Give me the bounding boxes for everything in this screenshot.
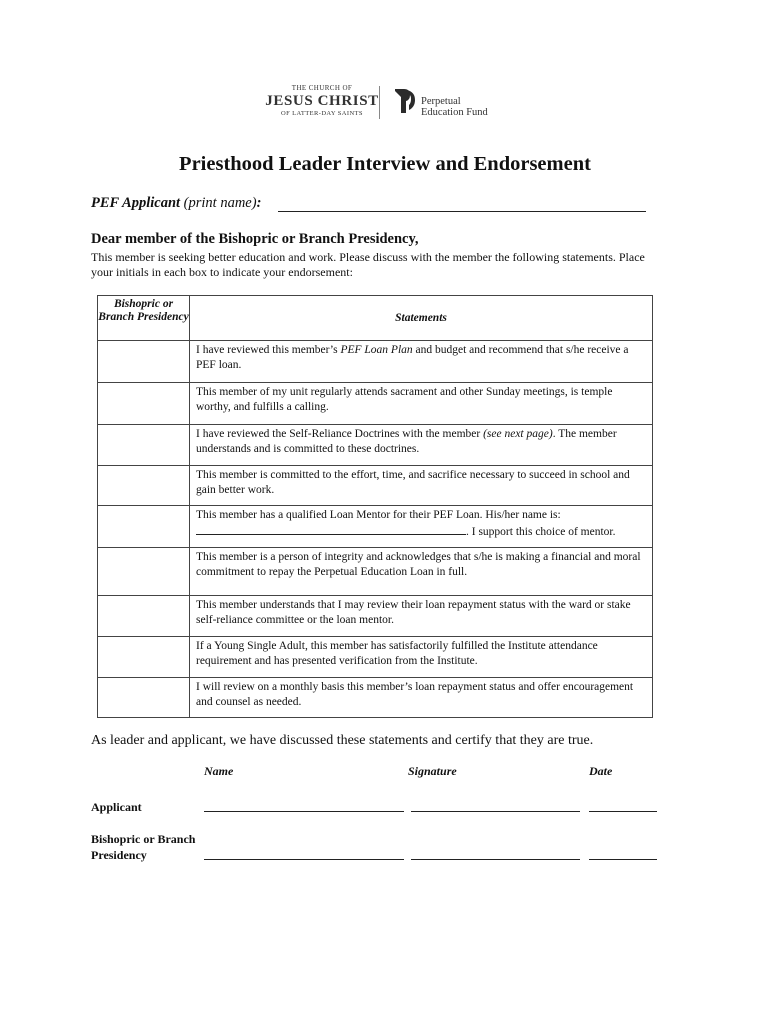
certify-statement: As leader and applicant, we have discussed these statements and certify that they are true. (91, 733, 594, 748)
statements-table (97, 295, 653, 718)
logo-divider (379, 86, 380, 119)
church-logo-line3: OF LATTER-DAY SAINTS (281, 110, 363, 117)
table-row (98, 383, 653, 425)
greeting: Dear member of the Bishopric or Branch Presidency, (91, 231, 419, 247)
pef-logo-text (421, 96, 488, 118)
pef-logo-icon (393, 87, 417, 115)
page-title: Priesthood Leader Interview and Endorsement (179, 153, 591, 175)
table-row (98, 678, 653, 718)
table-row (98, 506, 653, 548)
initials-box[interactable] (98, 548, 190, 596)
applicant-row-label: Applicant (91, 800, 142, 814)
table-row (98, 596, 653, 637)
initials-box[interactable] (98, 596, 190, 637)
leader-row-label (91, 831, 195, 863)
initials-box[interactable] (98, 466, 190, 506)
date-column-header: Date (589, 764, 613, 778)
church-logo-line1: THE CHURCH OF (291, 84, 353, 92)
leader-label-line1: Bishopric or Branch (91, 832, 196, 846)
church-logo-line2: JESUS CHRIST (265, 93, 379, 109)
applicant-hint: (print name) (183, 195, 257, 211)
mentor-name-field[interactable] (196, 523, 466, 535)
applicant-name-line[interactable] (204, 811, 404, 812)
leader-signature-line[interactable] (411, 859, 580, 860)
leader-label-line2: Presidency (91, 848, 147, 862)
statement-text: If a Young Single Adult, this member has satisfactorily fulfilled the Institute attendance requirement and has presented verification from the Institute. (190, 637, 653, 678)
applicant-signature-line[interactable] (411, 811, 580, 812)
pef-logo-line1: Perpetual (421, 96, 461, 107)
table-row (98, 548, 653, 596)
header-initials: Bishopric or Branch Presidency (98, 296, 190, 341)
applicant-name-field[interactable] (278, 211, 646, 212)
name-column-header: Name (204, 764, 234, 778)
pef-logo-line2: Education Fund (421, 107, 488, 118)
table-row (98, 341, 653, 383)
initials-box[interactable] (98, 425, 190, 466)
initials-box[interactable] (98, 383, 190, 425)
header-statements: Statements (190, 296, 653, 341)
table-header-row (98, 296, 653, 341)
applicant-field-label (91, 195, 261, 212)
statement-text: This member has a qualified Loan Mentor for their PEF Loan. His/her name is: . I support this choice of mentor. (190, 506, 653, 548)
initials-box[interactable] (98, 678, 190, 718)
statement-text: This member is a person of integrity and acknowledges that s/he is making a financial and moral commitment to repay the Perpetual Education Loan in full. (190, 548, 653, 596)
statement-text: I will review on a monthly basis this member’s loan repayment status and offer encouragement and counsel as needed. (190, 678, 653, 718)
table-row (98, 637, 653, 678)
initials-box[interactable] (98, 341, 190, 383)
initials-box[interactable] (98, 506, 190, 548)
applicant-label: PEF Applicant (91, 195, 181, 211)
leader-date-line[interactable] (589, 859, 657, 860)
statement-text: This member understands that I may review their loan repayment status with the ward or stake self-reliance committee or the loan mentor. (190, 596, 653, 637)
statement-text: This member is committed to the effort, time, and sacrifice necessary to succeed in school and gain better work. (190, 466, 653, 506)
applicant-colon: : (256, 195, 262, 211)
statement-text: I have reviewed the Self-Reliance Doctrines with the member (see next page). The member understands and is committed to these doctrines. (190, 425, 653, 466)
initials-box[interactable] (98, 637, 190, 678)
church-logo (258, 84, 386, 117)
statement-text: This member of my unit regularly attends sacrament and other Sunday meetings, is temple worthy, and fulfills a calling. (190, 383, 653, 425)
signature-column-header: Signature (408, 764, 457, 778)
table-row (98, 466, 653, 506)
table-row (98, 425, 653, 466)
intro-text: This member is seeking better education and work. Please discuss with the member the following statements. Place your initials in each box to indicate your endorsement: (91, 250, 645, 279)
leader-name-line[interactable] (204, 859, 404, 860)
applicant-date-line[interactable] (589, 811, 657, 812)
statement-text: I have reviewed this member’s PEF Loan Plan and budget and recommend that s/he receive a PEF loan. (190, 341, 653, 383)
